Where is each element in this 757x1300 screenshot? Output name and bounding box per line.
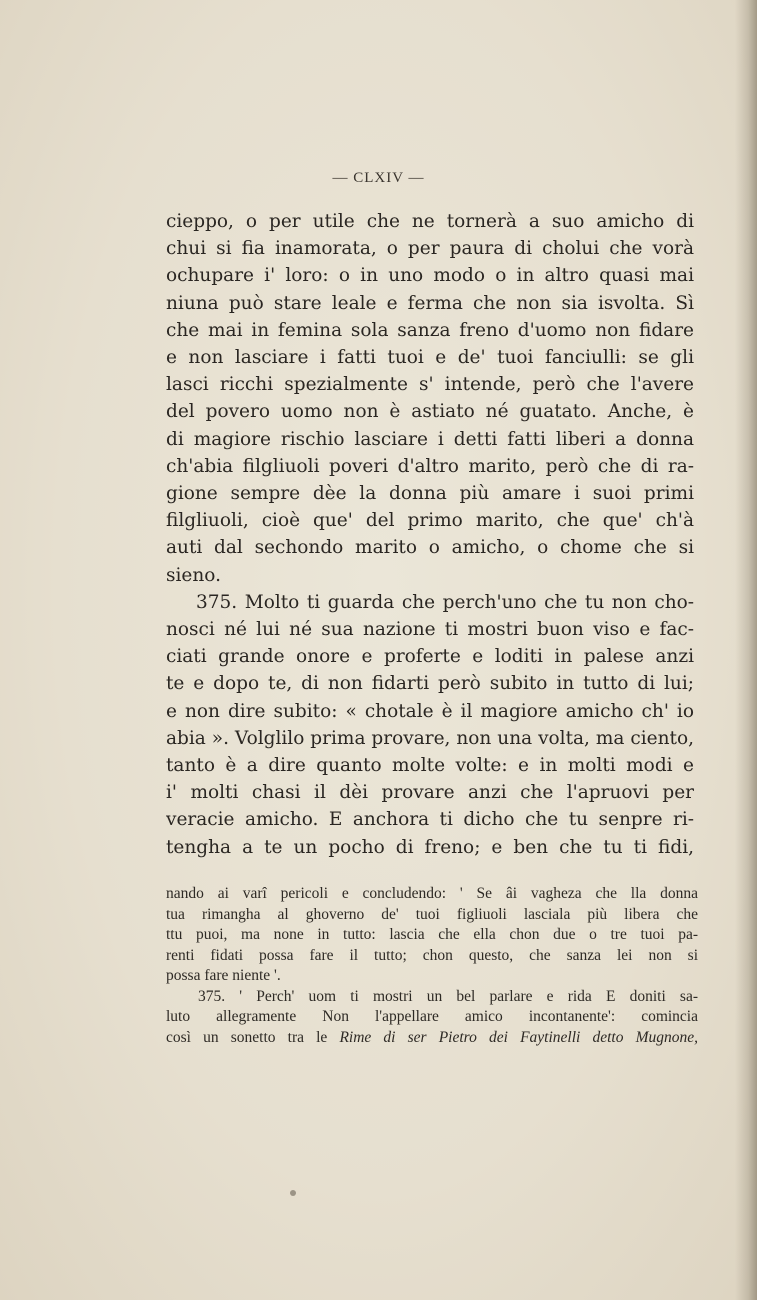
text-line: gione sempre dèe la donna più amare i suoi primi [166,483,694,505]
text-line: abia ». Volglilo prima provare, non una volta, ma ciento, [166,727,694,749]
footnote-375-start: 375. ' Perch' uom ti mostri un bel parlare e rida E doniti sa- [198,987,698,1005]
text-line: cieppo, o per utile che ne tornerà a suo amicho di [166,211,694,232]
text-line: lasci ricchi spezialmente s' intende, però che l'avere [166,374,694,396]
text-line: te e dopo te, di non fidarti però subito in tutto di lui; [166,673,694,695]
footnote-line: tua rimangha al ghoverno de' tuoi figliuoli lasciala più libera che [166,905,698,923]
footnote-line-last [166,1028,698,1049]
text-line: auti dal sechondo marito o amicho, o chome che si [166,537,694,559]
page-edge-shadow [735,0,757,1300]
footnote-line: nando ai varî pericoli e concludendo: ' Se âi vagheza che lla donna [166,885,698,902]
text-line: ochupare i' loro: o in uno modo o in altro quasi mai [166,265,694,287]
main-text-block [166,208,694,861]
footnote-italic-title: Rime di ser Pietro dei Faytinelli detto Mugnone, [339,1028,698,1046]
text-line: filgliuoli, cioè que' del primo marito, che que' ch'à [166,510,694,532]
footnote-line: ttu puoi, ma none in tutto: lascia che ella chon due o tre tuoi pa- [166,926,698,943]
paragraph-375-start: 375. Molto ti guarda che perch'uno che tu non cho- [196,591,694,613]
text-line: veracie amicho. E anchora ti dicho che tu senpre ri- [166,809,694,831]
footnotes-block [166,884,698,1048]
text-line: e non lasciare i fatti tuoi e de' tuoi fanciulli: se gli [166,347,694,369]
text-line: nosci né lui né sua nazione ti mostri buon viso e fac- [166,619,694,641]
running-header: — CLXIV — [332,170,425,186]
text-line: i' molti chasi il dèi provare anzi che l'apruovi per [166,782,694,804]
text-line: tanto è a dire quanto molte volte: e in molti modi e [166,755,694,777]
text-line: sieno. [166,564,221,586]
footnote-line: possa fare niente '. [166,967,281,984]
text-line: ch'abia filgliuoli poveri d'altro marito, però che di ra- [166,455,694,477]
text-line: e non dire subito: « chotale è il magiore amicho ch' io [166,700,694,722]
footnote-line-prefix: così un sonetto tra le [166,1028,340,1046]
text-line: chui si fia inamorata, o per paura di cholui che vorà [166,238,694,260]
text-line: che mai in femina sola sanza freno d'uomo non fidare [166,319,694,341]
text-line: del povero uomo non è astiato né guatato. Anche, è [166,401,694,423]
footnote-line: renti fidati possa fare il tutto; chon questo, che sanza lei non si [166,946,698,964]
text-line: niuna può stare leale e ferma che non sia isvolta. Sì [166,292,694,314]
text-line: tengha a te un pocho di freno; e ben che tu ti fidi, [166,836,694,858]
footnote-line: luto allegramente Non l'appellare amico incontanente': comincia [166,1008,698,1025]
paper-speck [290,1190,296,1196]
text-line: di magiore rischio lasciare i detti fatti liberi a donna [166,428,694,450]
text-line: ciati grande onore e proferte e loditi in palese anzi [166,646,694,668]
